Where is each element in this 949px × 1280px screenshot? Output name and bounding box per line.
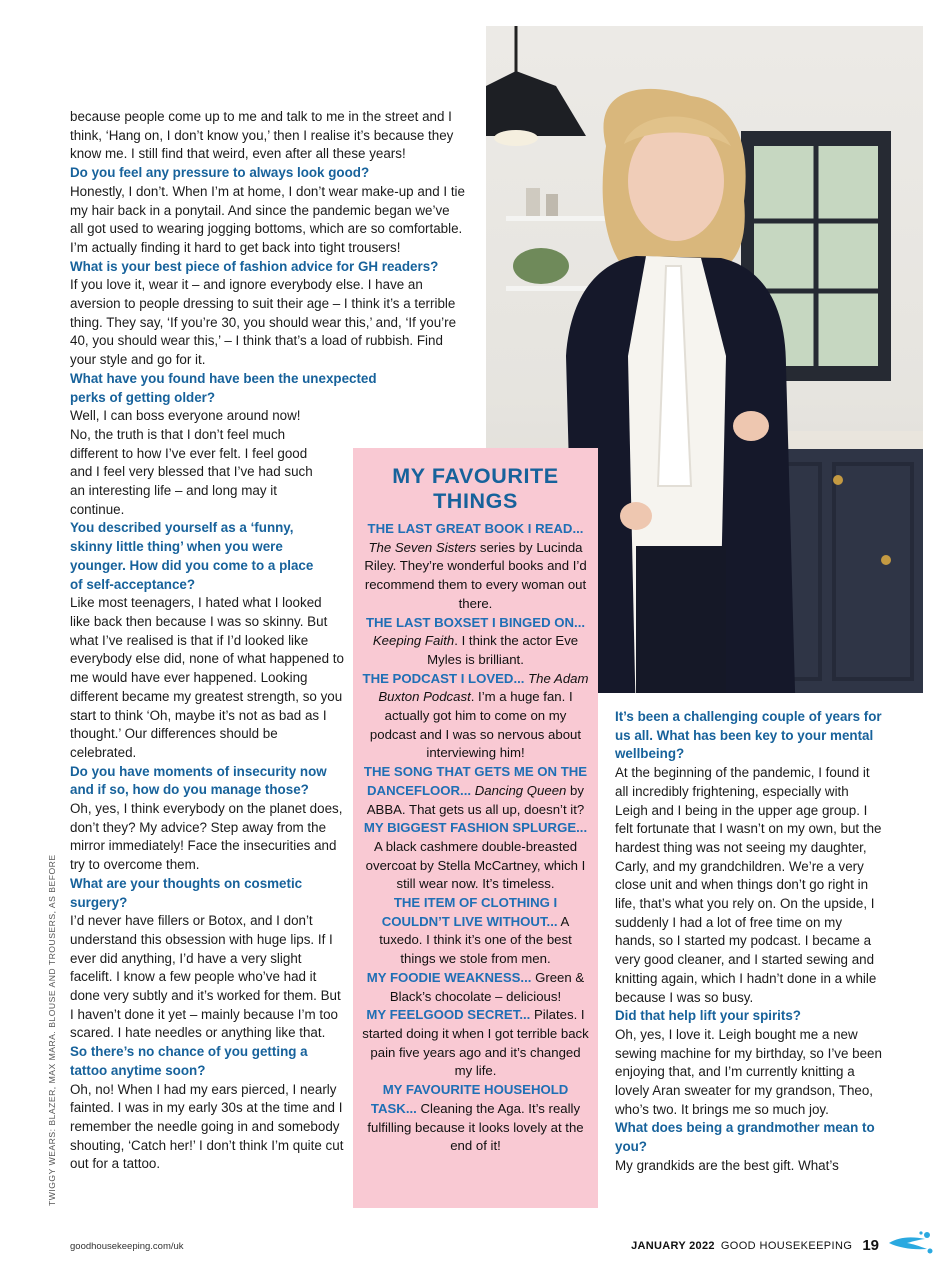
question-heading: Do you have moments of insecurity now and if so, how do you manage those? xyxy=(70,763,327,798)
answer-paragraph: Like most teenagers, I hated what I looked like back then because I was so skinny. But what I’ve realised is that if I’d looked like everybody else did, none of what happened to me would have ever happened. Looking different became my greatest strength, so you start to think ‘Oh, maybe it’s not as bad as I thought.’ Our differences should be celebrated. xyxy=(70,595,344,760)
favourite-item xyxy=(361,614,590,670)
question-heading: What is your best piece of fashion advice for GH readers? xyxy=(70,258,439,274)
splash-icon xyxy=(887,1230,933,1256)
footer-month: JANUARY 2022 xyxy=(631,1239,715,1252)
favourite-item-title: The Adam Buxton Podcast xyxy=(378,670,589,705)
favourite-item-heading: THE LAST GREAT BOOK I READ... xyxy=(367,521,584,536)
favourite-item-heading: MY BIGGEST FASHION SPLURGE... xyxy=(363,820,588,836)
favourite-item-title: Dancing Queen xyxy=(474,782,567,798)
favourite-item xyxy=(361,1006,590,1081)
footer-folio xyxy=(631,1237,879,1254)
answer-paragraph: because people come up to me and talk to me in the street and I think, ‘Hang on, I don’t know you,’ then I realise it’s because they know me. I still find that weird, even after all these years! xyxy=(70,109,454,162)
favourite-item xyxy=(361,894,590,969)
favourite-item-title: Keeping Faith xyxy=(372,633,455,649)
favourite-item-text: A tuxedo. I think it’s one of the best things we stole from men. xyxy=(379,913,572,967)
footer-magazine: GOOD HOUSEKEEPING xyxy=(720,1239,853,1252)
favourite-item xyxy=(361,819,590,894)
answer-paragraph: If you love it, wear it – and ignore everybody else. I have an aversion to people dressing to suit their age – I think it’s a terrible thing. They say, ‘If you’re 30, you should wear this,’ and, ‘If you’re 40, you should wear this,’ – I think that’s a load of rubbish. Find your style and go for it. xyxy=(70,277,457,368)
answer-paragraph: Oh, no! When I had my ears pierced, I nearly fainted. I was in my early 30s at the time and I remember the needle going in and somebody shouting, ‘Catch her!’ I don’t think I’m quite cut out for a tattoo. xyxy=(70,1081,344,1172)
favourite-item-text: by ABBA. That gets us all up, doesn’t it? xyxy=(366,782,585,817)
favourite-item-heading: THE PODCAST I LOVED... xyxy=(362,670,525,686)
favourite-item-heading: MY FOODIE WEAKNESS... xyxy=(366,969,532,985)
question-heading: So there’s no chance of you getting a tattoo anytime soon? xyxy=(70,1044,308,1078)
question-heading: It’s been a challenging couple of years for us all. What has been key to your mental wellbeing? xyxy=(615,709,882,762)
favourite-item-heading: MY FEELGOOD SECRET... xyxy=(366,1007,531,1023)
favourite-item-text: . I’m a huge fan. I actually got him to come on my podcast and I was so nervous about interviewing him! xyxy=(369,689,582,761)
favourite-item xyxy=(361,1081,590,1156)
question-heading: What have you found have been the unexpected perks of getting older? xyxy=(70,370,377,405)
favourite-item-text: Pilates. I started doing it when I got terrible back pain five years ago and it’s changed my life. xyxy=(362,1007,589,1079)
question-heading: Do you feel any pressure to always look good? xyxy=(70,165,370,181)
right-column xyxy=(615,708,883,1176)
answer-paragraph: Oh, yes, I think everybody on the planet does, don’t they? My advice? Step away from the mirror immediately! Face the insecurities and try to overcome them. xyxy=(70,801,343,873)
answer-paragraph: Honestly, I don’t. When I’m at home, I don’t wear make-up and I tie my hair back in a ponytail. And since the pandemic began we’ve all got used to wearing jogging bottoms, which are so comfortable. I’m actually finding it hard to get back into tight trousers! xyxy=(70,183,465,255)
question-heading: What are your thoughts on cosmetic surgery? xyxy=(70,875,303,910)
favourite-item-text: series by Lucinda Riley. They’re wonderful books and I’d recommend them to every woman out there. xyxy=(364,539,587,611)
favourite-item-text: A black cashmere double-breasted overcoat by Stella McCartney, which I still wear now. It’s timeless. xyxy=(365,838,586,892)
page-number: 19 xyxy=(862,1237,879,1254)
favourite-item xyxy=(361,670,590,764)
answer-paragraph: Oh, yes, I love it. Leigh bought me a new sewing machine for my birthday, so I’ve been enjoying that, and I’m currently knitting a lovely Aran sweater for my grandson, Theo, who’s two. It brings me so much joy. xyxy=(615,1026,882,1117)
favourite-item-title: The Seven Sisters xyxy=(368,539,477,555)
favourite-item xyxy=(361,763,590,819)
question-heading: You described yourself as a ‘funny, skinny little thing’ when you were younger. How did you come to a place of self-acceptance? xyxy=(70,520,314,592)
answer-paragraph: My grandkids are the best gift. What’s xyxy=(615,1157,839,1173)
favourite-item-heading: MY FAVOURITE HOUSEHOLD TASK... xyxy=(370,1082,569,1116)
favourite-item-text: Cleaning the Aga. It’s really fulfilling because it looks lovely at the end of it! xyxy=(367,1100,584,1154)
favourite-item xyxy=(361,969,590,1006)
answer-paragraph: At the beginning of the pandemic, I found it all incredibly frightening, especially with Leigh and I being in the upper age group. I felt fortunate that I wasn’t on my own, but the hardest thing was not seeing my daughter, Carly, and my grandchildren. We’re a very close unit and when things don’t go right in life, that’s what you rely on. On the upside, I suddenly I had a lot of free time on my hands, so I started my podcast. I became a very good cleaner, and I started sewing and knitting again, which I hadn’t done in a while because I was so busy. xyxy=(615,765,882,1005)
favourite-item-text: . I think the actor Eve Myles is brilliant. xyxy=(427,633,579,667)
favourite-item-heading: THE LAST BOXSET I BINGED ON... xyxy=(365,614,586,630)
favourite-item-text: Green & Black’s chocolate – delicious! xyxy=(389,969,585,1004)
answer-paragraph: Well, I can boss everyone around now! No, the truth is that I don’t feel much different to how I’ve ever felt. I feel good and I feel very blessed that I’ve had such an interesting life – and long may it continue. xyxy=(70,408,313,517)
answer-paragraph: I’d never have fillers or Botox, and I don’t understand this obsession with huge lips. If I ever did anything, I’d have a very slight facelift. I know a few people who’ve had it done very subtly and it’s worked for them. But I haven’t done it yet – mainly because I’m too scared. I hate needles or anything like that. xyxy=(70,913,341,1041)
box-title: MY FAVOURITE THINGS xyxy=(392,464,559,513)
favourite-item-heading: THE SONG THAT GETS ME ON THE DANCEFLOOR... xyxy=(363,764,588,798)
photo-credit: TWIGGY WEARS: BLAZER, MAX MARA. BLOUSE AND TROUSERS, AS BEFORE xyxy=(47,854,57,1206)
favourite-things-box xyxy=(353,448,598,1208)
question-heading: Did that help lift your spirits? xyxy=(615,1008,801,1024)
favourite-item xyxy=(361,520,590,614)
favourite-item-heading: THE ITEM OF CLOTHING I COULDN’T LIVE WITHOUT... xyxy=(381,895,558,929)
footer-website: goodhousekeeping.com/uk xyxy=(70,1241,184,1252)
question-heading: What does being a grandmother mean to you? xyxy=(615,1120,875,1155)
